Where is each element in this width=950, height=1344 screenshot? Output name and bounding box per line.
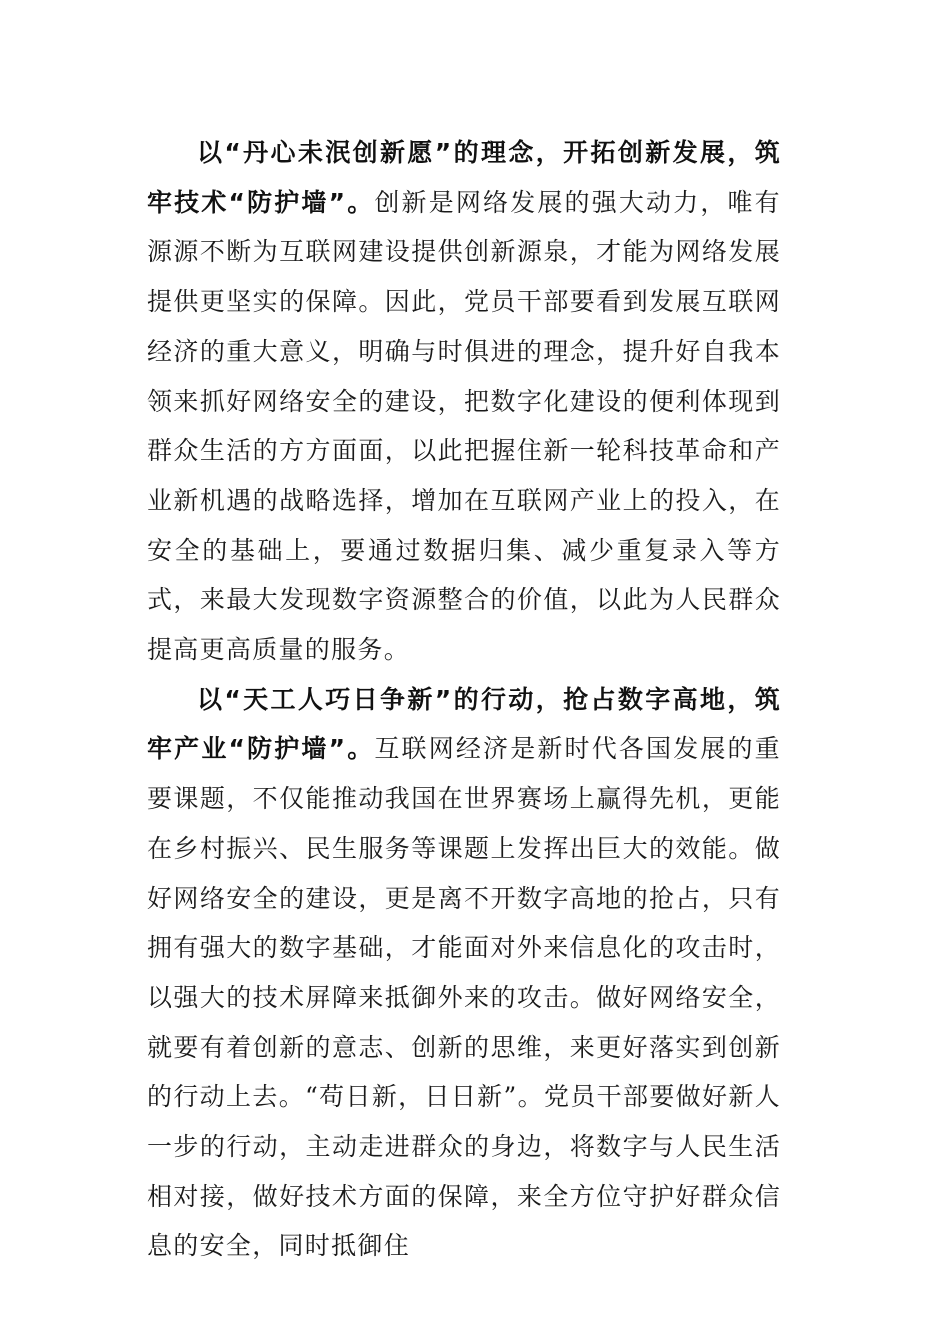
document-body [147, 128, 781, 1271]
paragraph-lead-heading: 以“丹心未泯创新愿”的理念，开拓创新发展，筑牢技术“防护墙”。 [147, 138, 781, 217]
paragraph-lead-heading: 以“天工人巧日争新”的行动，抢占数字高地，筑牢产业“防护墙”。 [147, 684, 781, 764]
paragraph-body-text: 创新是网络发展的强大动力，唯有源源不断为互联网建设提供创新源泉，才能为网络发展提供更坚实的保障。因此，党员干部要看到发展互联网经济的重大意义，明确与时俱进的理念，提升好自我本领来抓好网络安全的建设，把数字化建设的便利体现到群众生活的方方面面，以此把握住新一轮科技革命和产业新机遇的战略选择，增加在互联网产业上的投入，在安全的基础上，要通过数据归集、减少重复录入等方式，来最大发现数字资源整合的价值，以此为人民群众提高更高质量的服务。 [147, 187, 781, 665]
paragraph-innovation [147, 128, 781, 675]
paragraph-digital-highland [147, 675, 781, 1271]
paragraph-body-text: 互联网经济是新时代各国发展的重要课题，不仅能推动我国在世界赛场上赢得先机，更能在乡村振兴、民生服务等课题上发挥出巨大的效能。做好网络安全的建设，更是离不开数字高地的抢占，只有拥有强大的数字基础，才能面对外来信息化的攻击时，以强大的技术屏障来抵御外来的攻击。做好网络安全，就要有着创新的意志、创新的思维，来更好落实到创新的行动上去。“苟日新，日日新”。党员干部要做好新人一步的行动，主动走进群众的身边，将数字与人民生活相对接，做好技术方面的保障，来全方位守护好群众信息的安全，同时抵御住 [147, 734, 781, 1261]
